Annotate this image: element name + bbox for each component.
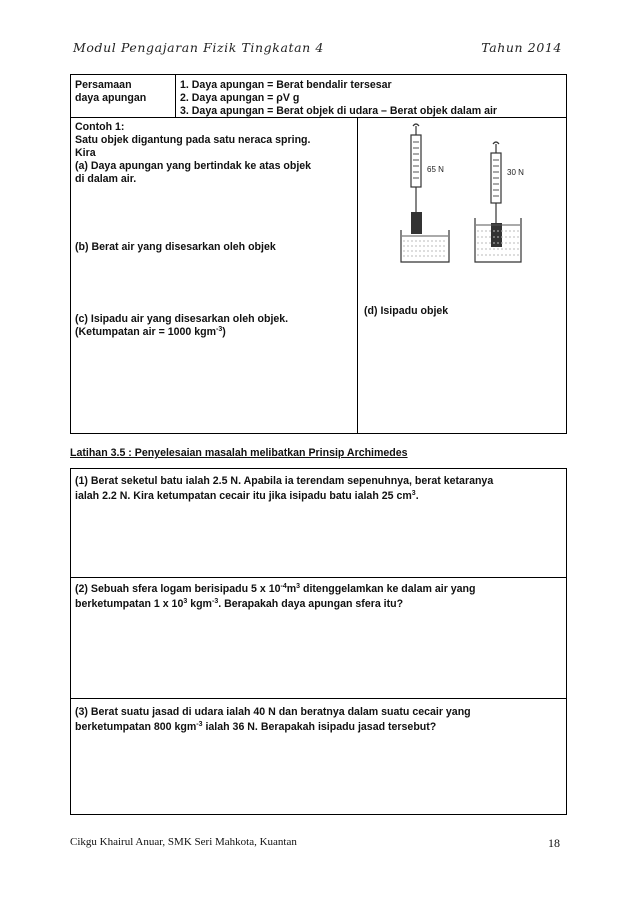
question-divider-2 (70, 698, 567, 699)
equation-1: 1. Daya apungan = Berat bendalir tersesar (180, 79, 392, 91)
spring-balance-right (491, 142, 502, 247)
header-year: Tahun 2014 (481, 40, 562, 55)
question-2-line2: berketumpatan 1 x $10^3$ kgm$^{-3}$. Berapakah daya apungan sfera itu? (75, 598, 404, 610)
equation-table-divider (175, 74, 176, 118)
example-part-a-line2: di dalam air. (75, 173, 137, 185)
example-line2: Kira (75, 147, 96, 159)
example-part-a-line1: (a) Daya apungan yang bertindak ke atas objek (75, 160, 312, 172)
question-3-line2: berketumpatan 800 kgm$^{-3}$ ialah 36 N. Berapakah isipadu jasad tersebut? (75, 721, 437, 733)
footer-author: Cikgu Khairul Anuar, SMK Seri Mahkota, Kuantan (70, 836, 297, 848)
reading-left: 65 N (427, 165, 444, 174)
example-line1: Satu objek digantung pada satu neraca spring. (75, 134, 311, 146)
example-part-d: (d) Isipadu objek (364, 305, 449, 317)
example-part-b: (b) Berat air yang disesarkan oleh objek (75, 241, 276, 253)
spring-balance-left (411, 124, 422, 234)
equation-label-line1: Persamaan (75, 79, 132, 91)
question-1-line1: (1) Berat seketul batu ialah 2.5 N. Apabila ia terendam sepenuhnya, berat ketaranya (75, 475, 494, 487)
question-divider-1 (70, 577, 567, 578)
exercise-heading: Latihan 3.5 : Penyelesaian masalah melibatkan Prinsip Archimedes (70, 447, 408, 459)
question-1-line2: ialah 2.2 N. Kira ketumpatan cecair itu jika isipadu batu ialah 25 $cm^3$. (75, 490, 419, 502)
example-part-c-line1: (c) Isipadu air yang disesarkan oleh objek. (75, 313, 289, 325)
header-title: Modul Pengajaran Fizik Tingkatan 4 (73, 40, 324, 55)
example-title: Contoh 1: (75, 121, 125, 133)
page-number: 18 (548, 836, 560, 850)
equation-2: 2. Daya apungan = ρV g (180, 92, 300, 104)
example-part-c-line2: (Ketumpatan air = 1000 kgm$^{-3}$) (75, 326, 226, 338)
spring-balance-diagram (357, 120, 567, 280)
question-3-line1: (3) Berat suatu jasad di udara ialah 40 N dan beratnya dalam suatu cecair yang (75, 706, 471, 718)
equation-3: 3. Daya apungan = Berat objek di udara – Berat objek dalam air (180, 105, 498, 117)
question-2-line1: (2) Sebuah sfera logam berisipadu 5 x $10^{-4}m^3$ ditenggelamkan ke dalam air yang (75, 583, 476, 595)
exercise-table (70, 468, 567, 815)
equation-label-line2: daya apungan (75, 92, 147, 104)
beaker-left (401, 230, 449, 262)
reading-right: 30 N (507, 168, 524, 177)
